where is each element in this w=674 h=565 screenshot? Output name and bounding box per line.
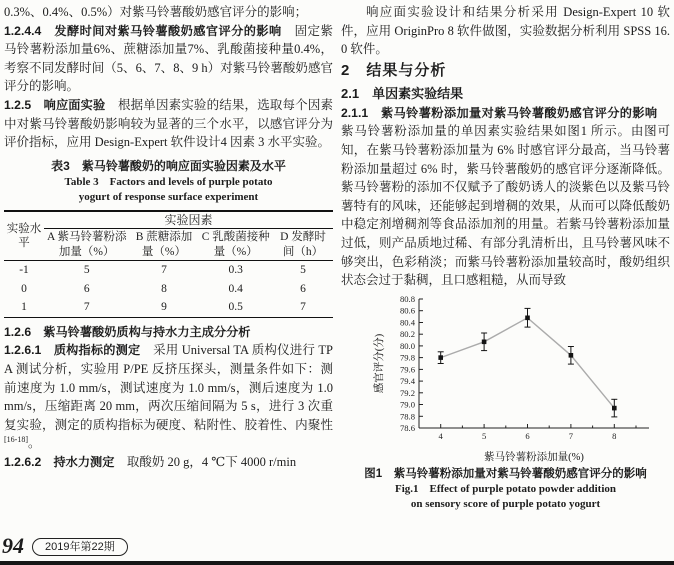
figure1-caption-cn: 图1 紫马铃薯粉添加量对紫马铃薯酸奶感官评分的影响 — [364, 467, 647, 480]
table3-col-a: A 紫马铃薯粉添加量（%） — [44, 229, 129, 261]
paragraph-software: 响应面实验设计和结果分析采用 Design-Expert 10 软件，应用 OriginPro 8 软件做图，实验数据分析利用 SPSS 16.0 软件。 — [341, 5, 670, 57]
issue-badge: 2019年第22期 — [32, 538, 128, 556]
paragraph-1.2.5-text: 根据单因素实验的结果，选取每个因素中对紫马铃薯酸奶影响较为显著的三个水平，以感官评分为评价指标，应用 Design-Expert 软件设计4 因素 3 水平实验。 — [4, 97, 333, 150]
table3-caption-en-line1: Table 3 Factors and levels of purple potato — [64, 175, 273, 188]
svg-text:80.2: 80.2 — [399, 328, 415, 339]
svg-text:79.2: 79.2 — [399, 387, 415, 398]
cell-level: 1 — [21, 301, 27, 314]
table3-spanner: 实验因素 — [44, 211, 333, 229]
section-heading-2: 2 结果与分析 — [341, 61, 447, 79]
table3-col-b: B 蔗糖添加量（%） — [129, 229, 198, 261]
svg-text:80.4: 80.4 — [399, 317, 415, 328]
paragraph-1.2.5 — [4, 96, 333, 152]
heading-1.2.4.4: 1.2.4.4 发酵时间对紫马铃薯酸奶感官评分的影响 — [4, 23, 282, 38]
table-row — [4, 298, 333, 317]
paragraph-1.2.4.4-text: 固定紫马铃薯粉添加量6%、蔗糖添加量7%、乳酸菌接种量0.4%，考察不同发酵时间（5、6、7、8、9 h）对紫马铃薯酸奶感官评分的影响。 — [4, 23, 333, 94]
cell-b: 8 — [161, 282, 167, 295]
table3-level-header: 实验水平 — [4, 211, 44, 261]
figure1-caption-en-line1: Fig.1 Effect of purple potato powder addition — [394, 482, 617, 495]
citation-ref: [16-18] — [4, 435, 28, 445]
svg-text:79.6: 79.6 — [399, 364, 415, 375]
svg-text:80.6: 80.6 — [399, 305, 415, 316]
svg-text:感官评分(分): 感官评分(分) — [374, 333, 385, 393]
table-row — [4, 261, 333, 280]
figure1-caption-en-line2: on sensory score of purple potato yogurt — [410, 497, 601, 510]
table3-caption-en-line2: yogurt of response surface experiment — [78, 191, 259, 204]
paragraph-1.2.6.1-tail: 。 — [28, 436, 41, 451]
svg-text:78.8: 78.8 — [399, 411, 415, 422]
heading-1.2.6.2: 1.2.6.2 持水力测定 — [4, 454, 115, 469]
cell-c: 0.3 — [228, 264, 243, 277]
paragraph-1.2.6.2-text: 取酸奶 20 g，4 ℃下 4000 r/min — [114, 454, 297, 469]
heading-1.2.6 — [4, 323, 333, 342]
page-bottom-edge — [0, 561, 674, 565]
cell-level: 0 — [21, 282, 27, 295]
cell-a: 7 — [83, 301, 90, 314]
cell-b: 7 — [161, 264, 167, 277]
cell-a: 6 — [83, 282, 90, 295]
table3-col-d: D 发酵时间（h） — [273, 229, 333, 261]
cell-d: 7 — [300, 301, 306, 314]
table3-col-c: C 乳酸菌接种量（%） — [198, 229, 273, 261]
cell-c: 0.4 — [228, 282, 243, 295]
paragraph-1.2.6.1-text: 采用 Universal TA 质构仪进行 TPA 测试分析，实验用 P/PE 反挤压探头，测量条件如下：测前速度为 1.0 mm/s，测试速度为 1.0 mm/s，测后速度为 1.0 mm/s，压缩距离 20 mm，两次压缩间隔为 5 s，进行 3 次重复实验，测定的质构指标为硬度、粘附性、胶着性、内聚性 — [4, 343, 333, 432]
paragraph-2.1.1 — [341, 104, 670, 290]
paragraph-1.2.4.4 — [4, 22, 333, 96]
cell-level: -1 — [19, 264, 29, 277]
paragraph-1.2.6.2 — [4, 453, 333, 472]
paragraph-continuation: 0.3%、0.4%、0.5%）对紫马铃薯酸奶感官评分的影响； — [4, 5, 308, 19]
svg-text:78.6: 78.6 — [399, 422, 415, 433]
svg-text:79.4: 79.4 — [399, 375, 415, 386]
left-column — [4, 3, 333, 472]
heading-1.2.6-label: 1.2.6 紫马铃薯酸奶质构与持水力主成分分析 — [4, 324, 251, 339]
page-footer — [0, 533, 320, 559]
heading-1.2.5: 1.2.5 响应面实验 — [4, 97, 106, 112]
figure-chart — [371, 292, 665, 464]
svg-text:紫马铃薯粉添加量(%): 紫马铃薯粉添加量(%) — [484, 451, 584, 463]
svg-text:6: 6 — [525, 430, 530, 441]
paragraph-1.2.6.1 — [4, 341, 333, 453]
table3-caption-cn: 表3 紫马铃薯酸奶的响应面实验因素及水平 — [51, 158, 286, 173]
figure-1 — [341, 292, 670, 512]
table-row — [4, 280, 333, 299]
svg-text:8: 8 — [612, 430, 617, 441]
section-heading-2.1: 2.1 单因素实验结果 — [341, 85, 464, 101]
cell-a: 5 — [83, 264, 90, 277]
table3-factors-levels — [4, 210, 333, 318]
cell-c: 0.5 — [228, 301, 243, 314]
svg-text:5: 5 — [481, 430, 487, 441]
page-number: 94 — [2, 533, 24, 558]
cell-d: 5 — [300, 264, 306, 277]
heading-1.2.6.1: 1.2.6.1 质构指标的测定 — [4, 343, 141, 358]
svg-text:79.8: 79.8 — [399, 352, 415, 363]
heading-2.1.1: 2.1.1 紫马铃薯粉添加量对紫马铃薯酸奶感官评分的影响 — [341, 105, 658, 120]
paragraph-2.1.1-text: 紫马铃薯粉添加量的单因素实验结果如图1 所示。由图可知，在紫马铃薯粉添加量为 6% 时感官评分最高，当马铃薯粉添加量超过 6% 时，紫马铃薯酸奶的感官评分逐渐降低。紫马铃薯粉的添加不仅赋予了酸奶诱人的淡紫色以及紫马铃薯特有的风味，还能够起到增稠的效果，从而可以降低酸奶中稳定剂增稠剂等食品添加剂的用量。若紫马铃薯粉添加量过低，则产品质地过稀、有部分乳清析出，且马铃薯风味不够突出，色彩稍淡；而紫马铃薯粉添加量较高时，酸奶组织状态会过于黏稠，且口感粗糙，从而导致 — [341, 105, 670, 288]
svg-text:80.8: 80.8 — [399, 293, 415, 304]
cell-d: 6 — [300, 282, 306, 295]
cell-b: 9 — [161, 301, 167, 314]
svg-text:4: 4 — [438, 430, 443, 441]
svg-text:7: 7 — [568, 430, 574, 441]
svg-text:79.0: 79.0 — [399, 399, 415, 410]
svg-text:80.0: 80.0 — [399, 340, 415, 351]
right-column — [341, 3, 670, 512]
